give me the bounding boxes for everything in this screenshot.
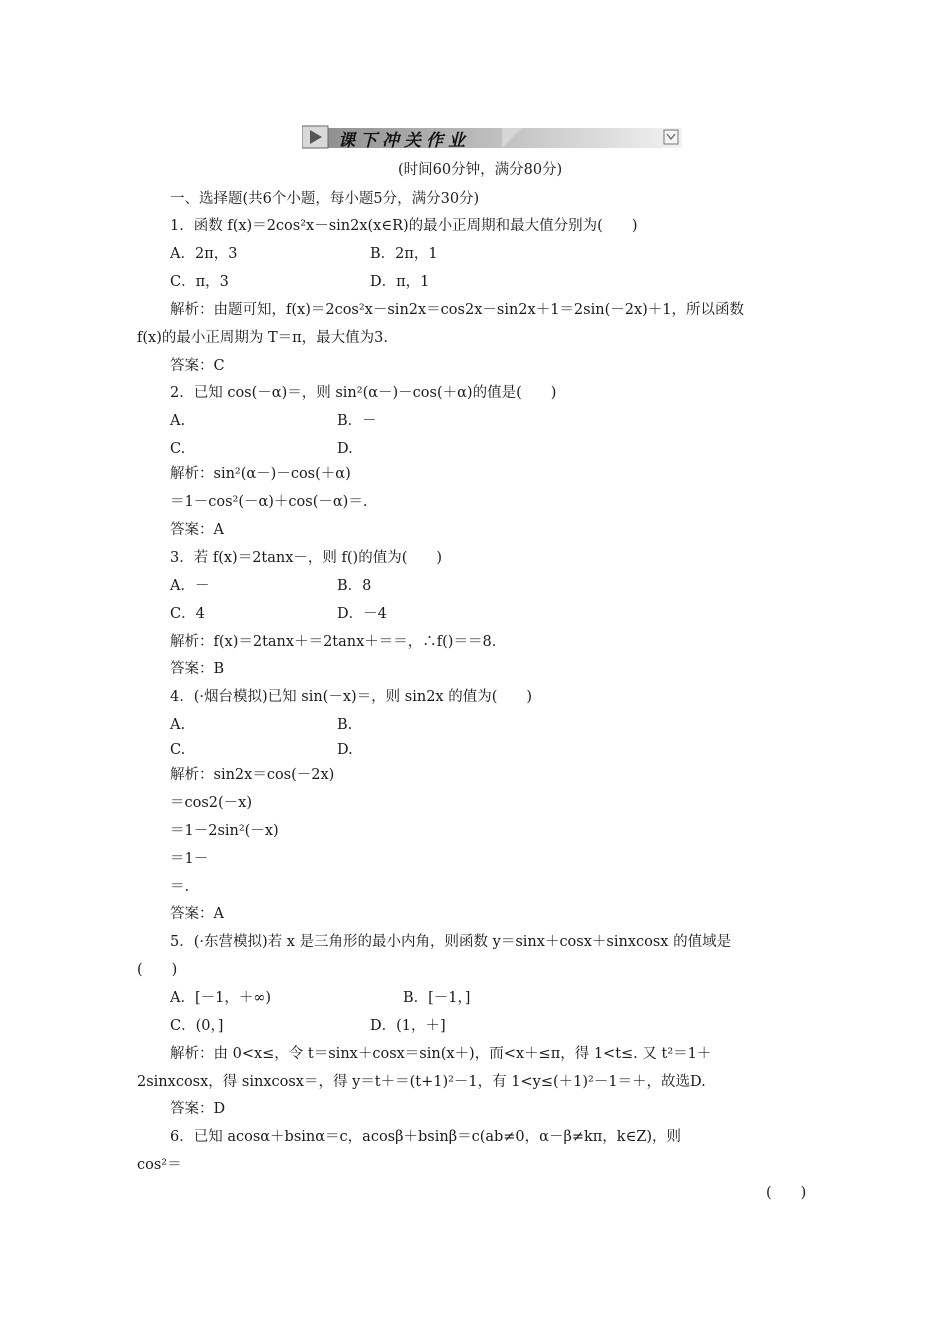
q4-stem: 4．(·烟台模拟)已知 sin(－x)＝，则 sin2x 的值为( ): [170, 689, 533, 705]
q1-solution-line2: f(x)的最小正周期为 T＝π，最大值为3.: [137, 330, 389, 346]
section-banner: [302, 124, 682, 150]
time-note: (时间60分钟，满分80分): [398, 162, 563, 178]
q6-stem-line1: 6．已知 acosα＋bsinα＝c，acosβ＋bsinβ＝c(ab≠0，α－β≠kπ，k∈Z)，则: [170, 1129, 682, 1145]
q3-option-c: C．4: [170, 606, 205, 622]
q5-option-d: D．(1，＋]: [370, 1018, 446, 1034]
q4-answer: 答案：A: [170, 906, 224, 922]
q3-solution: 解析：f(x)＝2tanx＋＝2tanx＋＝＝，∴f()＝＝8.: [170, 634, 497, 650]
q1-solution-line1: 解析：由题可知，f(x)＝2cos²x－sin2x＝cos2x－sin2x＋1＝2sin(－2x)＋1，所以函数: [170, 302, 745, 318]
q3-option-d: D．－4: [337, 606, 387, 622]
q5-stem-line2: ( ): [137, 962, 178, 978]
q6-answer-paren: ( ): [766, 1185, 807, 1201]
q5-answer: 答案：D: [170, 1101, 226, 1117]
q1-stem: 1．函数 f(x)＝2cos²x－sin2x(x∈R)的最小正周期和最大值分别为( ): [170, 218, 638, 234]
q6-stem-line2: cos²＝: [137, 1157, 182, 1173]
q1-answer: 答案：C: [170, 358, 225, 374]
q1-option-d: D．π，1: [370, 274, 430, 290]
q4-option-b: B.: [337, 717, 353, 733]
q5-option-a: A．[－1，＋∞): [170, 990, 272, 1006]
q5-solution-line2: 2sinxcosx，得 sinxcosx＝，得 y＝t＋＝(t+1)²－1，有 1<y≤(＋1)²－1＝＋，故选D.: [137, 1074, 706, 1090]
q2-option-d: D.: [337, 441, 353, 457]
q2-option-c: C.: [170, 441, 186, 457]
q4-solution-line5: ＝.: [170, 879, 190, 895]
q5-stem-line1: 5．(·东营模拟)若 x 是三角形的最小内角，则函数 y＝sinx＋cosx＋sinxcosx 的值域是: [170, 934, 732, 950]
q4-solution-line2: ＝cos2(－x): [170, 795, 253, 811]
q2-stem: 2．已知 cos(－α)＝，则 sin²(α－)－cos(＋α)的值是( ): [170, 385, 557, 401]
q3-stem: 3．若 f(x)＝2tanx－，则 f()的值为( ): [170, 550, 443, 566]
q2-option-a: A.: [170, 413, 186, 429]
banner-title: 课下冲关作业: [338, 131, 470, 151]
q4-option-d: D.: [337, 742, 353, 758]
q5-option-b: B．[－1，]: [403, 990, 471, 1006]
q4-option-c: C.: [170, 742, 186, 758]
q2-solution-line2: ＝1－cos²(－α)＋cos(－α)＝.: [170, 494, 368, 510]
q4-solution-line3: ＝1－2sin²(－x): [170, 823, 279, 839]
q4-option-a: A.: [170, 717, 186, 733]
q4-solution-line4: ＝1－: [170, 851, 209, 867]
q1-option-c: C．π，3: [170, 274, 229, 290]
q2-answer: 答案：A: [170, 522, 224, 538]
q3-option-a: A．－: [170, 578, 210, 594]
q1-option-b: B．2π，1: [370, 246, 438, 262]
q2-solution-line1: 解析：sin²(α－)－cos(＋α): [170, 466, 351, 482]
q2-option-b: B．－: [337, 413, 377, 429]
q5-option-c: C．(0，]: [170, 1018, 224, 1034]
q1-option-a: A．2π，3: [170, 246, 238, 262]
q3-answer: 答案：B: [170, 661, 225, 677]
q4-solution-line1: 解析：sin2x＝cos(－2x): [170, 767, 335, 783]
q5-solution-line1: 解析：由 0<x≤，令 t＝sinx＋cosx＝sin(x＋)，而<x＋≤π，得 1<t≤. 又 t²＝1＋: [170, 1046, 712, 1062]
section-heading: 一、选择题(共6个小题，每小题5分，满分30分): [170, 191, 480, 207]
q3-option-b: B．8: [337, 578, 372, 594]
